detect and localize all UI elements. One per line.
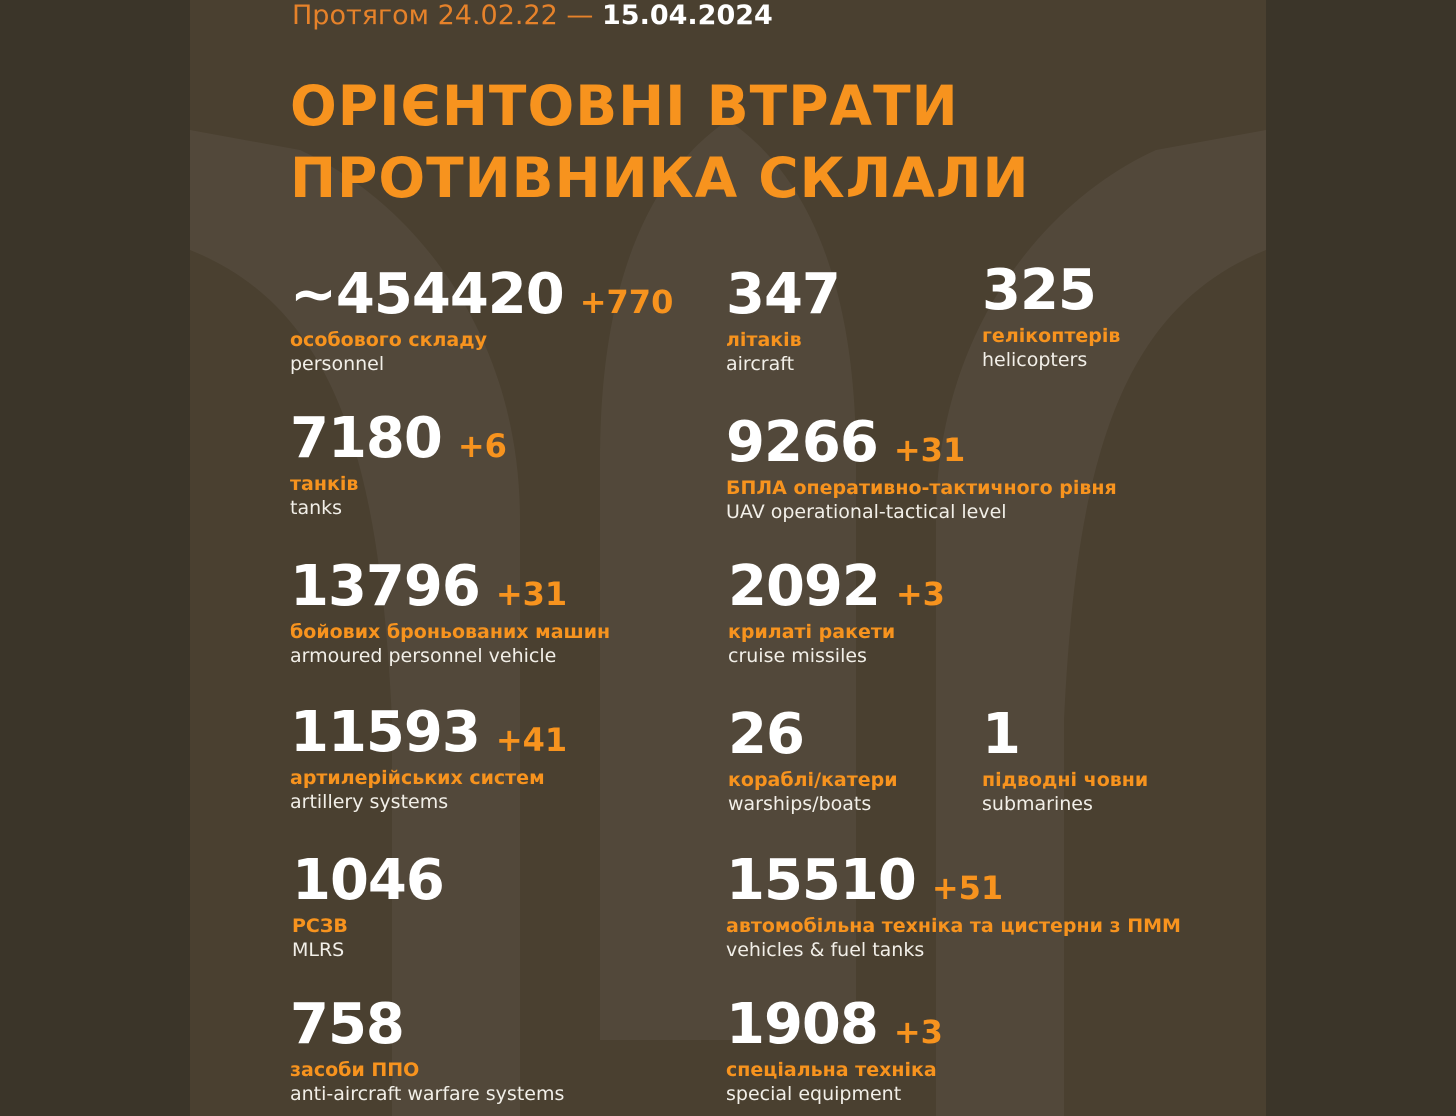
stat-value: 15510 [726,848,916,913]
stat-cruise-missiles [728,556,945,669]
stat-label-uk: кораблі/катери [728,769,898,791]
stat-label-en: MLRS [292,939,345,961]
stat-armoured-vehicles [290,556,610,669]
stat-label-uk: танків [290,473,359,495]
stat-label-uk: підводні човни [982,769,1149,791]
stat-label-en: artillery systems [290,791,449,813]
title-line-2: ПРОТИВНИКА СКЛАЛИ [290,146,1030,210]
stat-submarines [982,704,1148,817]
stat-special-equipment [726,994,943,1107]
stat-label-uk: бойових броньованих машин [290,621,611,643]
stat-label-en: helicopters [982,349,1088,371]
stat-value: 26 [728,702,804,767]
stat-label-uk: РСЗВ [292,915,348,937]
stat-label-uk: засоби ППО [290,1059,420,1081]
stat-label-uk: гелікоптерів [982,325,1121,347]
stat-label-en: cruise missiles [728,645,867,667]
stat-aircraft [726,264,840,377]
stat-label-uk: спеціальна техніка [726,1059,937,1081]
stat-value: 7180 [290,406,442,471]
stat-label-en: special equipment [726,1083,902,1105]
date-range-prefix: Протягом 24.02.22 — [292,0,594,31]
stat-delta: +3 [893,1013,943,1051]
date-range [292,0,773,31]
stat-artillery [290,702,567,815]
stat-mlrs [292,850,444,963]
stat-value: 1 [982,702,1020,767]
stat-delta: +770 [579,283,674,321]
stat-value: 758 [290,992,404,1057]
date-range-end: 15.04.2024 [602,0,773,31]
stat-label-en: tanks [290,497,343,519]
stat-helicopters [982,260,1120,373]
stat-value: 325 [982,258,1096,323]
page-title [290,70,1030,214]
stat-delta: +6 [457,427,507,465]
title-line-1: ОРІЄНТОВНІ ВТРАТИ [290,74,959,138]
stat-label-en: personnel [290,353,385,375]
stat-label-en: UAV operational-tactical level [726,501,1007,523]
stat-delta: +31 [495,575,568,613]
stat-value: 1908 [726,992,878,1057]
stat-label-en: warships/boats [728,793,872,815]
stat-personnel [290,264,673,377]
stat-label-en: aircraft [726,353,795,375]
stat-value: 1046 [292,848,444,913]
stat-label-uk: крилаті ракети [728,621,896,643]
stat-value: 347 [726,262,840,327]
stat-label-uk: особового складу [290,329,487,351]
stat-vehicles [726,850,1181,963]
stat-label-uk: БПЛА оперативно-тактичного рівня [726,477,1117,499]
stat-tanks [290,408,507,521]
stat-value: 11593 [290,700,480,765]
stat-value: 9266 [726,410,878,475]
stat-label-uk: артилерійських систем [290,767,545,789]
stat-label-uk: літаків [726,329,802,351]
stat-delta: +41 [495,721,568,759]
stat-label-en: vehicles & fuel tanks [726,939,925,961]
stat-delta: +51 [931,869,1004,907]
stat-label-uk: автомобільна техніка та цистерни з ПММ [726,915,1181,937]
stat-uav [726,412,1117,525]
stat-label-en: submarines [982,793,1093,815]
stat-value: 13796 [290,554,480,619]
stat-delta: +3 [895,575,945,613]
stat-air-defense [290,994,564,1107]
stat-delta: +31 [893,431,966,469]
stat-value: 2092 [728,554,880,619]
stat-label-en: anti-aircraft warfare systems [290,1083,565,1105]
stat-label-en: armoured personnel vehicle [290,645,557,667]
stat-warships [728,704,898,817]
stat-value: ~454420 [290,262,564,327]
